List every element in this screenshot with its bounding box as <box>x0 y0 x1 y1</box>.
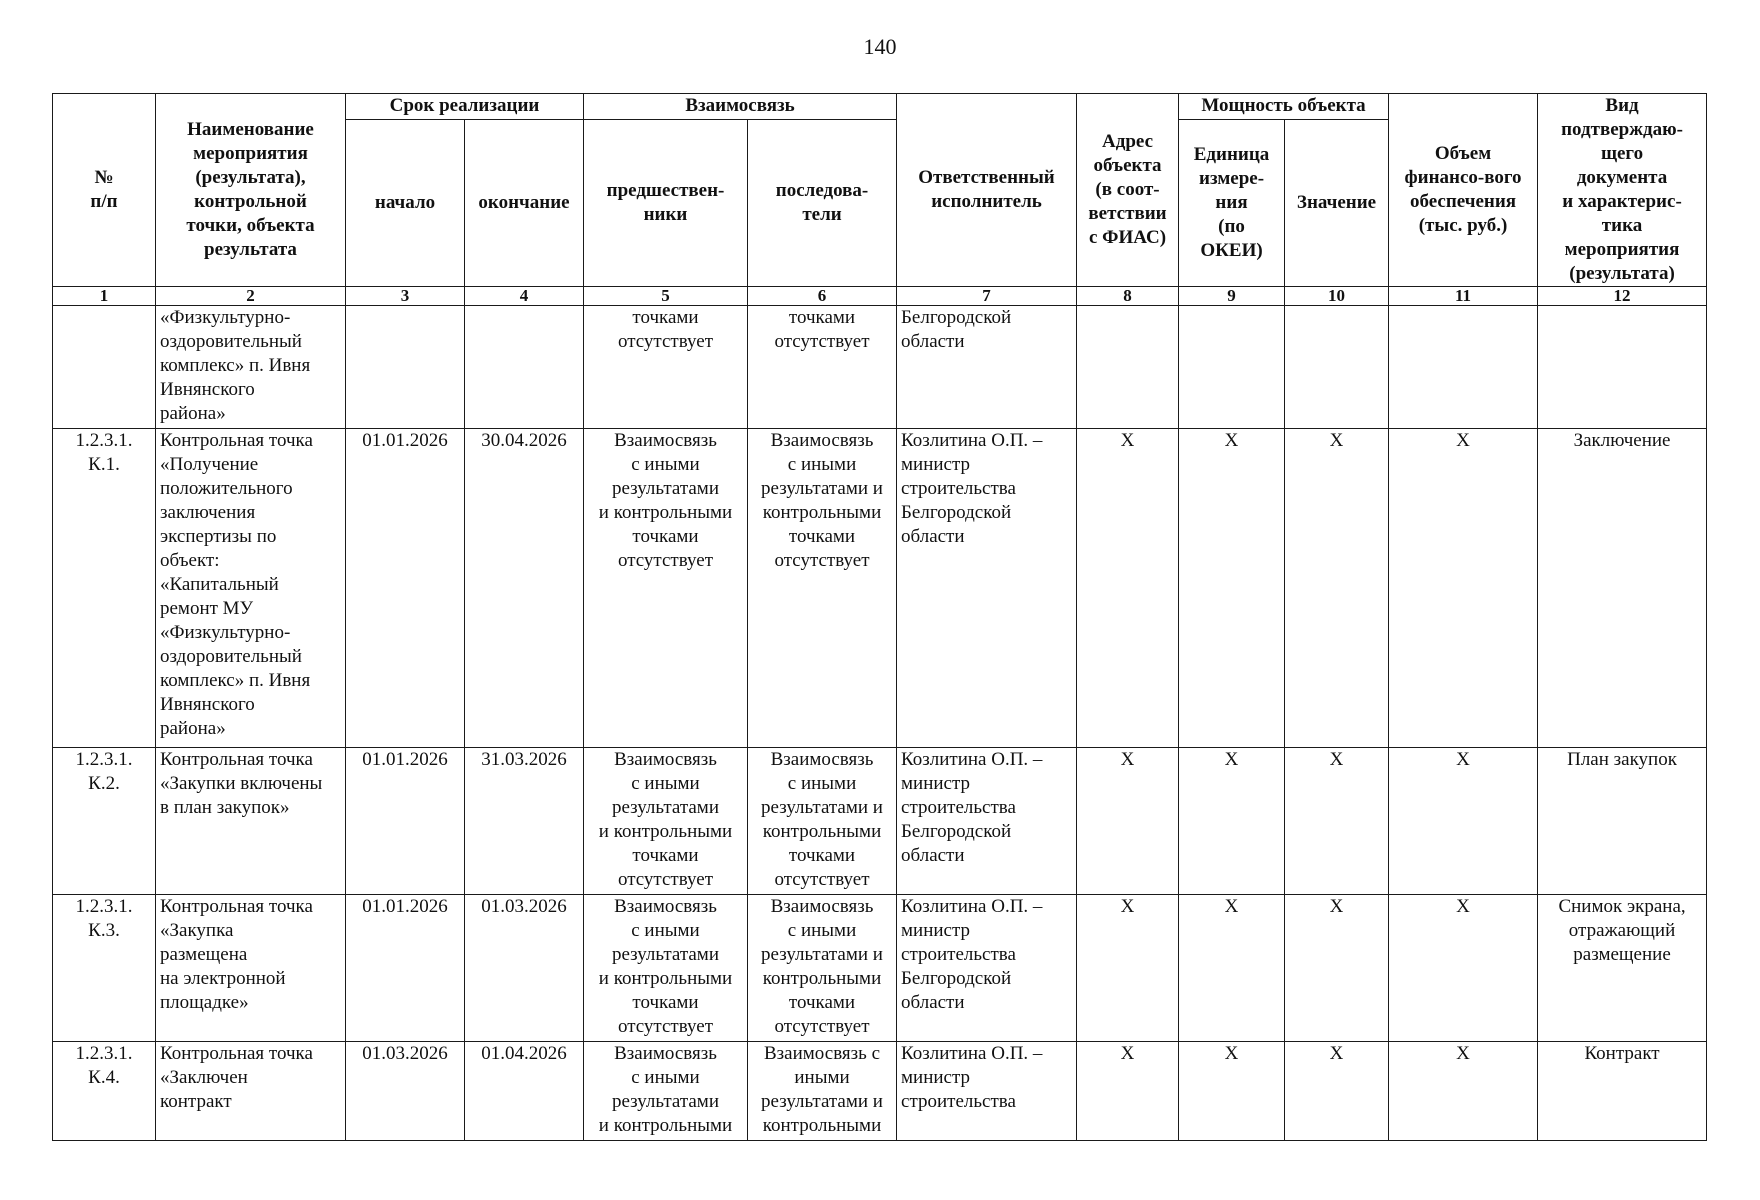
header-document: Вид подтверждаю- щего документа и характерис- тика мероприятия (результата) <box>1538 94 1707 287</box>
cell-responsible: Белгородской области <box>897 306 1077 429</box>
table-row <box>53 894 1707 1041</box>
cell-value: Х <box>1285 894 1389 1041</box>
cell-end: 01.04.2026 <box>465 1042 584 1141</box>
cell-address: Х <box>1077 747 1179 894</box>
cell-document: Снимок экрана, отражающий размещение <box>1538 894 1707 1041</box>
column-number: 1 <box>53 287 156 306</box>
cell-predecessors: точками отсутствует <box>584 306 748 429</box>
cell-address: Х <box>1077 894 1179 1041</box>
header-finance: Объем финансо-вого обеспечения (тыс. руб.) <box>1389 94 1538 287</box>
cell-value: Х <box>1285 1042 1389 1141</box>
cell-successors: Взаимосвязь с иными результатами и контрольными точками отсутствует <box>748 894 897 1041</box>
cell-unit: Х <box>1179 1042 1285 1141</box>
cell-name: Контрольная точка «Закупка размещена на электронной площадке» <box>156 894 346 1041</box>
cell-document <box>1538 306 1707 429</box>
header-address: Адрес объекта (в соот- ветствии с ФИАС) <box>1077 94 1179 287</box>
cell-successors: Взаимосвязь с иными результатами и контрольными <box>748 1042 897 1141</box>
header-no: № п/п <box>53 94 156 287</box>
column-number: 8 <box>1077 287 1179 306</box>
cell-finance: Х <box>1389 1042 1538 1141</box>
cell-responsible: Козлитина О.П. – министр строительства Белгородской области <box>897 747 1077 894</box>
column-number: 7 <box>897 287 1077 306</box>
header-successors: последова- тели <box>748 119 897 286</box>
cell-start: 01.03.2026 <box>346 1042 465 1141</box>
column-number: 12 <box>1538 287 1707 306</box>
cell-name: Контрольная точка «Закупки включены в план закупок» <box>156 747 346 894</box>
cell-no: 1.2.3.1. К.1. <box>53 429 156 748</box>
cell-successors: точками отсутствует <box>748 306 897 429</box>
header-group-capacity: Мощность объекта <box>1179 94 1389 120</box>
header-unit: Единица измере- ния (по ОКЕИ) <box>1179 119 1285 286</box>
cell-finance: Х <box>1389 894 1538 1041</box>
cell-successors: Взаимосвязь с иными результатами и контрольными точками отсутствует <box>748 429 897 748</box>
cell-unit: Х <box>1179 747 1285 894</box>
header-value: Значение <box>1285 119 1389 286</box>
column-number: 9 <box>1179 287 1285 306</box>
cell-successors: Взаимосвязь с иными результатами и контрольными точками отсутствует <box>748 747 897 894</box>
cell-start: 01.01.2026 <box>346 747 465 894</box>
cell-no: 1.2.3.1. К.2. <box>53 747 156 894</box>
column-number-row <box>53 287 1707 306</box>
cell-unit: Х <box>1179 894 1285 1041</box>
table-header <box>53 94 1707 287</box>
cell-document: Заключение <box>1538 429 1707 748</box>
column-number: 3 <box>346 287 465 306</box>
cell-value: Х <box>1285 429 1389 748</box>
cell-predecessors: Взаимосвязь с иными результатами и контрольными точками отсутствует <box>584 747 748 894</box>
cell-address: Х <box>1077 429 1179 748</box>
table-row <box>53 429 1707 748</box>
cell-end: 31.03.2026 <box>465 747 584 894</box>
cell-finance <box>1389 306 1538 429</box>
cell-document: План закупок <box>1538 747 1707 894</box>
cell-predecessors: Взаимосвязь с иными результатами и контрольными точками отсутствует <box>584 429 748 748</box>
page-number: 140 <box>863 34 897 59</box>
table-row <box>53 747 1707 894</box>
cell-start: 01.01.2026 <box>346 429 465 748</box>
header-group-term: Срок реализации <box>346 94 584 120</box>
header-end: окончание <box>465 119 584 286</box>
cell-address: Х <box>1077 1042 1179 1141</box>
table-row <box>53 306 1707 429</box>
cell-responsible: Козлитина О.П. – министр строительства Белгородской области <box>897 429 1077 748</box>
cell-no <box>53 306 156 429</box>
cell-responsible: Козлитина О.П. – министр строительства <box>897 1042 1077 1141</box>
cell-finance: Х <box>1389 747 1538 894</box>
cell-unit: Х <box>1179 429 1285 748</box>
column-number: 2 <box>156 287 346 306</box>
header-group-link: Взаимосвязь <box>584 94 897 120</box>
cell-no: 1.2.3.1. К.4. <box>53 1042 156 1141</box>
table-row <box>53 1042 1707 1141</box>
column-number: 6 <box>748 287 897 306</box>
cell-document: Контракт <box>1538 1042 1707 1141</box>
cell-start <box>346 306 465 429</box>
cell-unit <box>1179 306 1285 429</box>
cell-value <box>1285 306 1389 429</box>
cell-end: 30.04.2026 <box>465 429 584 748</box>
column-number: 5 <box>584 287 748 306</box>
column-number: 10 <box>1285 287 1389 306</box>
cell-predecessors: Взаимосвязь с иными результатами и контрольными точками отсутствует <box>584 894 748 1041</box>
cell-name: Контрольная точка «Заключен контракт <box>156 1042 346 1141</box>
header-responsible: Ответственный исполнитель <box>897 94 1077 287</box>
cell-name: Контрольная точка «Получение положительного заключения экспертизы по объект: «Капитальный ремонт МУ «Физкультурно- оздоровительный комплекс» п. Ивня Ивнянского района» <box>156 429 346 748</box>
measures-table <box>52 93 1707 1141</box>
cell-name: «Физкультурно- оздоровительный комплекс» п. Ивня Ивнянского района» <box>156 306 346 429</box>
column-number: 11 <box>1389 287 1538 306</box>
cell-end <box>465 306 584 429</box>
cell-responsible: Козлитина О.П. – министр строительства Белгородской области <box>897 894 1077 1041</box>
header-start: начало <box>346 119 465 286</box>
cell-start: 01.01.2026 <box>346 894 465 1041</box>
cell-value: Х <box>1285 747 1389 894</box>
cell-no: 1.2.3.1. К.3. <box>53 894 156 1041</box>
cell-predecessors: Взаимосвязь с иными результатами и контрольными <box>584 1042 748 1141</box>
column-number: 4 <box>465 287 584 306</box>
cell-address <box>1077 306 1179 429</box>
header-name: Наименование мероприятия (результата), контрольной точки, объекта результата <box>156 94 346 287</box>
cell-end: 01.03.2026 <box>465 894 584 1041</box>
header-predecessors: предшествен- ники <box>584 119 748 286</box>
cell-finance: Х <box>1389 429 1538 748</box>
